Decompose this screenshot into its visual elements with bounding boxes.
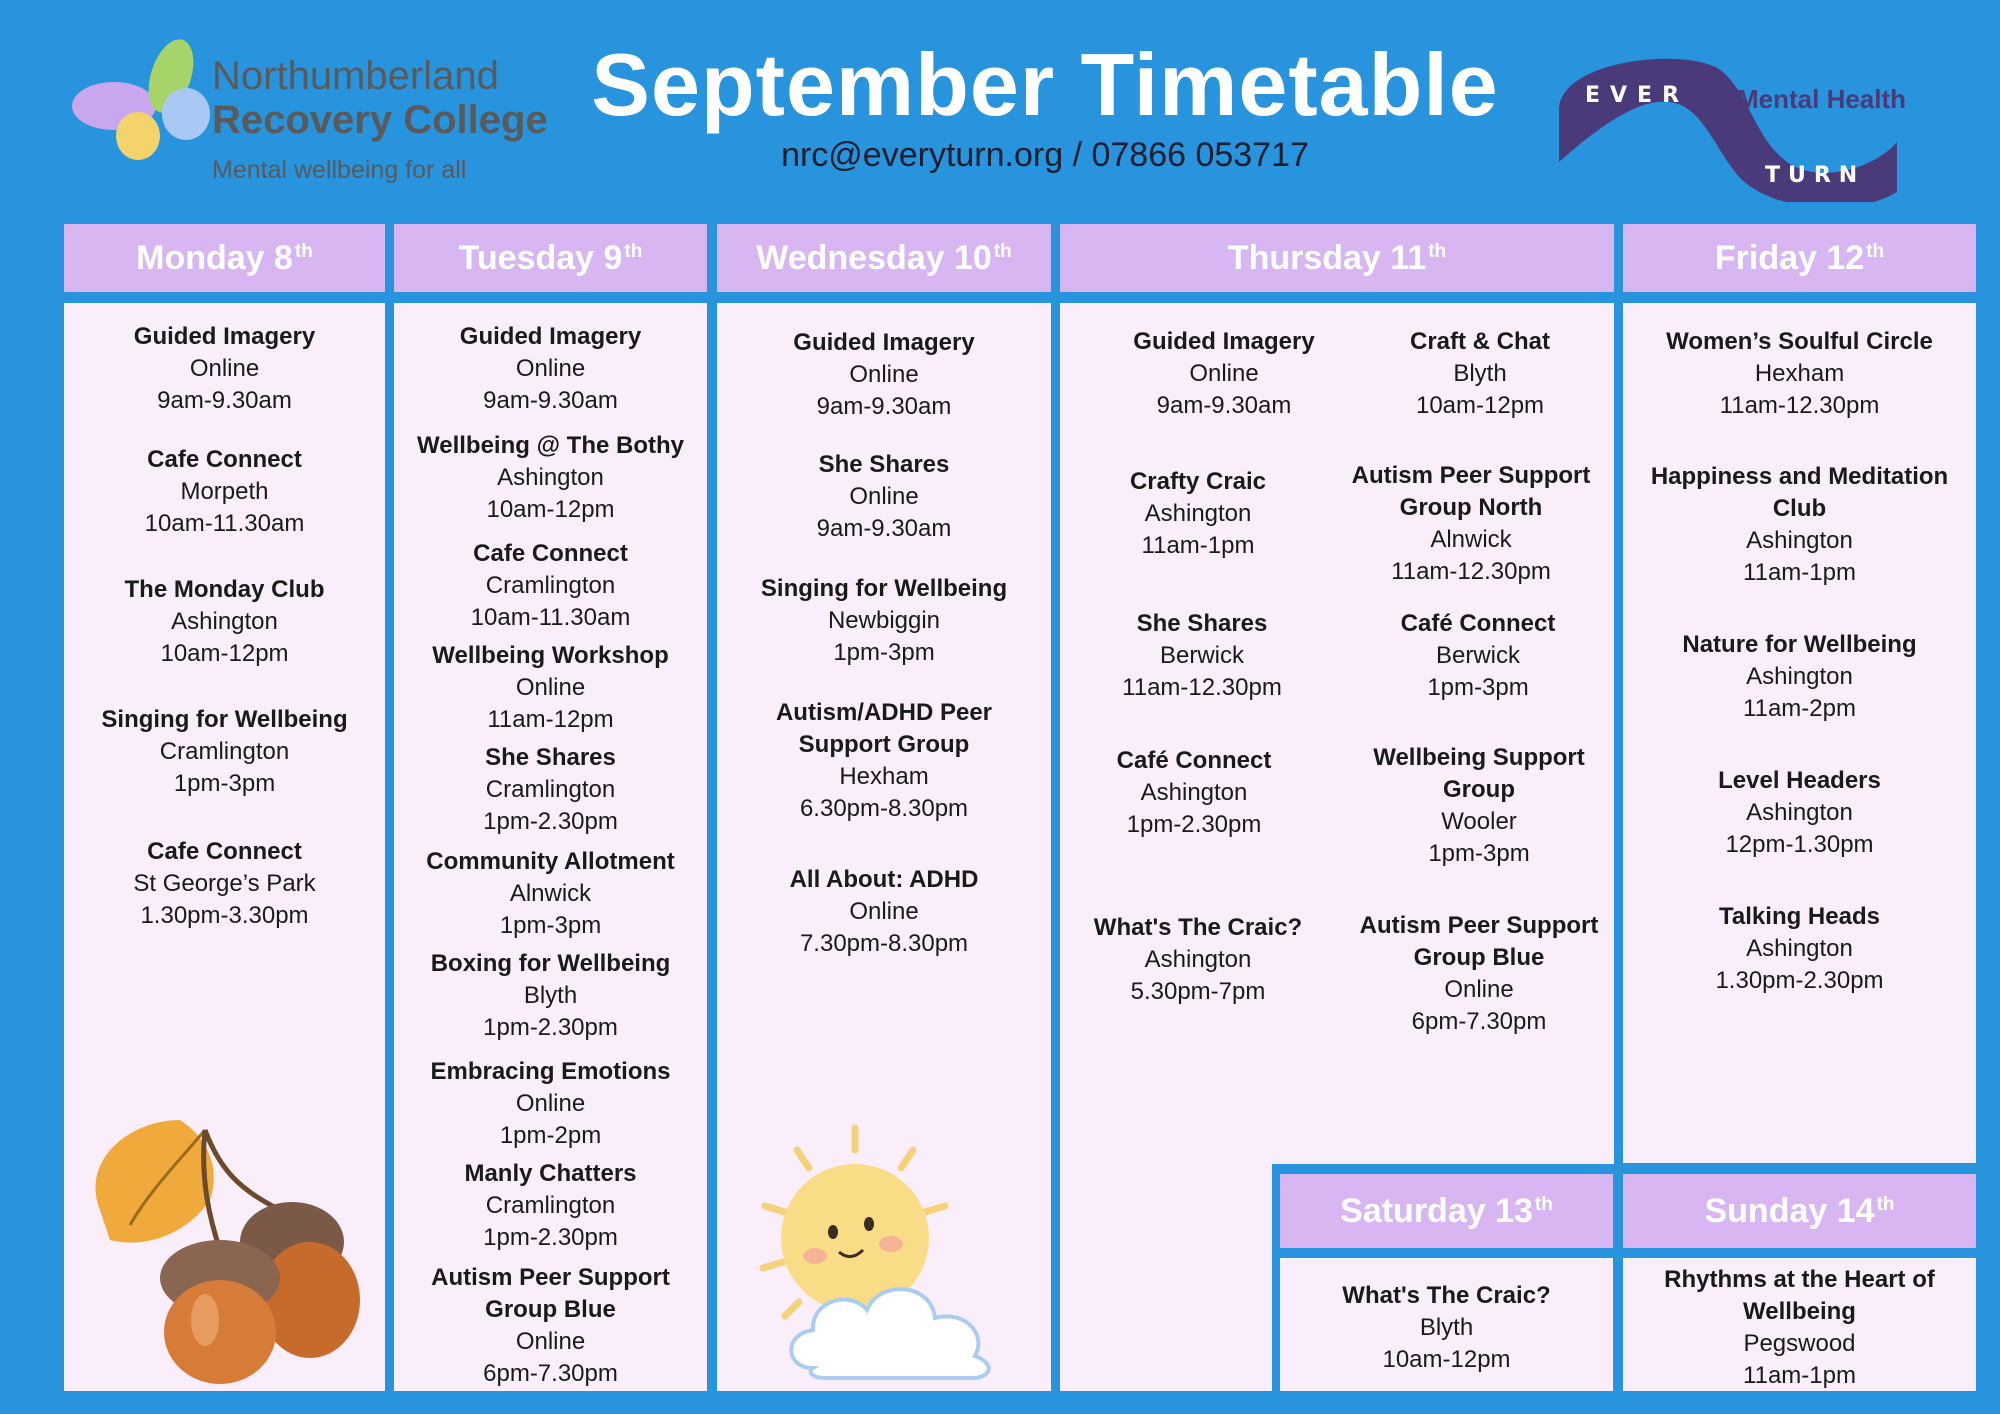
svg-text:EVER: EVER	[1585, 83, 1690, 108]
event-name: She Shares	[1136, 610, 1268, 637]
event-time: 11am-12.30pm	[1719, 392, 1880, 419]
event-block	[1044, 745, 1344, 841]
event-block	[1633, 461, 1966, 589]
event-block	[414, 1262, 687, 1390]
event-name: All About: ADHD	[789, 866, 979, 893]
event-location: Newbiggin	[827, 607, 941, 634]
event-location: Ashington	[1746, 799, 1853, 826]
event-time: 11am-2pm	[1743, 695, 1856, 722]
event-location: Cramlington	[159, 738, 290, 765]
event-location: Ashington	[1746, 663, 1853, 690]
event-name: Nature for Wellbeing	[1682, 631, 1917, 658]
event-time: 6pm-7.30pm	[483, 1360, 618, 1387]
event-name: Wellbeing Support Group	[1373, 744, 1585, 803]
event-time: 11am-1pm	[1743, 559, 1856, 586]
event-time: 9am-9.30am	[816, 393, 952, 420]
event-block	[1048, 912, 1348, 1008]
event-location: St George’s Park	[133, 870, 316, 897]
event-block	[1052, 608, 1352, 704]
event-time: 1pm-3pm	[833, 639, 935, 666]
day-header-saturday: Saturday 13 $^{th}$	[1280, 1174, 1613, 1248]
sun-cloud-illustration-icon	[735, 1120, 1035, 1380]
event-block	[394, 846, 707, 942]
event-location: Online	[849, 483, 919, 510]
event-location: Cramlington	[485, 572, 616, 599]
event-time: 10am-11.30am	[144, 510, 305, 537]
event-location: Hexham	[1754, 360, 1845, 387]
event-time: 9am-9.30am	[816, 515, 952, 542]
event-name: Autism/ADHD Peer Support Group	[775, 699, 993, 758]
event-location: Pegswood	[1743, 1330, 1856, 1357]
everyturn-logo-icon	[1555, 42, 1935, 202]
event-block	[1623, 765, 1976, 861]
event-time: 9am-9.30am	[483, 387, 618, 414]
event-time: 11am-12pm	[487, 706, 614, 733]
event-block	[394, 1056, 707, 1152]
event-location: Online	[1189, 360, 1259, 387]
event-time: 1pm-2pm	[499, 1122, 602, 1149]
event-block	[64, 444, 385, 540]
event-location: Morpeth	[180, 478, 269, 505]
event-name: Boxing for Wellbeing	[430, 950, 671, 977]
event-location: Alnwick	[1430, 526, 1512, 553]
contact-info: nrc@everyturn.org / 07866 053717	[781, 136, 1309, 174]
event-block	[717, 327, 1051, 423]
event-location: Berwick	[1435, 642, 1520, 669]
event-time: 10am-12pm	[160, 640, 289, 667]
event-name: Café Connect	[1116, 747, 1272, 774]
event-name: Embracing Emotions	[430, 1058, 671, 1085]
event-location: Online	[515, 1090, 586, 1117]
svg-text:TURN: TURN	[1765, 163, 1866, 188]
event-name: Cafe Connect	[147, 446, 302, 473]
event-name: Happiness and Meditation Club	[1650, 463, 1949, 522]
event-time: 11am-1pm	[1141, 532, 1255, 559]
event-block	[64, 321, 385, 417]
event-name: What's The Craic?	[1342, 1282, 1551, 1309]
event-name: Wellbeing @ The Bothy	[417, 432, 684, 459]
day-header-thursday: Thursday 11 $^{th}$	[1060, 224, 1614, 292]
event-block	[1354, 742, 1604, 870]
event-location: Wooler	[1441, 808, 1517, 835]
event-location: Online	[189, 355, 260, 382]
event-location: Cramlington	[485, 1192, 616, 1219]
event-time: 10am-12pm	[1382, 1346, 1511, 1373]
event-block	[717, 449, 1051, 545]
event-block	[64, 574, 385, 670]
event-time: 1pm-2.30pm	[483, 808, 618, 835]
everyturn-mental-health-label: Mental Health	[1737, 84, 1907, 114]
event-time: 1.30pm-2.30pm	[1715, 967, 1884, 994]
event-name: Manly Chatters	[464, 1160, 637, 1187]
event-time: 9am-9.30am	[1156, 392, 1292, 419]
event-time: 1pm-2.30pm	[483, 1224, 618, 1251]
event-name: Wellbeing Workshop	[432, 642, 669, 669]
event-time: 12pm-1.30pm	[1725, 831, 1874, 858]
event-block	[1653, 1264, 1946, 1392]
event-time: 11am-12.30pm	[1391, 558, 1551, 585]
event-block	[717, 573, 1051, 669]
event-time: 1pm-2.30pm	[483, 1014, 618, 1041]
event-block	[1328, 608, 1628, 704]
event-location: Ashington	[1144, 500, 1252, 527]
day-header-monday: Monday 8 $^{th}$	[64, 224, 385, 292]
event-time: 1.30pm-3.30pm	[140, 902, 309, 929]
event-time: 10am-11.30am	[470, 604, 631, 631]
event-name: The Monday Club	[124, 576, 325, 603]
event-name: Singing for Wellbeing	[101, 706, 348, 733]
event-time: 9am-9.30am	[157, 387, 292, 414]
event-location: Berwick	[1159, 642, 1244, 669]
event-location: Cramlington	[485, 776, 616, 803]
event-location: Online	[1444, 976, 1514, 1003]
event-time: 1pm-3pm	[173, 770, 276, 797]
event-name: Café Connect	[1400, 610, 1556, 637]
event-name: Guided Imagery	[133, 323, 316, 350]
event-time: 10am-12pm	[1415, 392, 1545, 419]
event-name: What's The Craic?	[1093, 914, 1303, 941]
event-location: Hexham	[839, 763, 929, 790]
event-name: Cafe Connect	[147, 838, 302, 865]
event-time: 7.30pm-8.30pm	[799, 930, 969, 957]
event-name: Level Headers	[1718, 767, 1881, 794]
event-block	[1340, 460, 1602, 588]
event-block	[394, 948, 707, 1044]
event-time: 1pm-2.30pm	[1126, 811, 1262, 838]
event-time: 6pm-7.30pm	[1411, 1008, 1547, 1035]
event-time: 6.30pm-8.30pm	[799, 795, 969, 822]
event-location: Blyth	[523, 982, 578, 1009]
event-name: Talking Heads	[1719, 903, 1880, 930]
page-title: September Timetable	[591, 35, 1499, 134]
day-header-wednesday: Wednesday 10 $^{th}$	[717, 224, 1051, 292]
event-location: Online	[849, 898, 919, 925]
event-block	[1280, 1280, 1613, 1376]
event-block	[394, 538, 707, 634]
event-name: Guided Imagery	[459, 323, 642, 350]
event-name: Women’s Soulful Circle	[1666, 328, 1933, 355]
event-name: Autism Peer Support Group Blue	[431, 1264, 670, 1323]
event-time: 11am-1pm	[1743, 1362, 1856, 1389]
event-time: 1pm-3pm	[1427, 674, 1529, 701]
event-time: 10am-12pm	[486, 496, 615, 523]
event-location: Blyth	[1419, 1314, 1474, 1341]
event-block	[757, 697, 1011, 825]
event-block	[1330, 326, 1630, 422]
event-name: Cafe Connect	[473, 540, 628, 567]
event-name: Rhythms at the Heart of Wellbeing	[1664, 1266, 1935, 1325]
event-time: 11am-12.30pm	[1122, 674, 1282, 701]
nrc-logo-tagline: Mental wellbeing for all	[212, 156, 467, 184]
event-location: Online	[515, 355, 586, 382]
event-location: Online	[515, 674, 586, 701]
event-block	[394, 321, 707, 417]
butterfly-logo-icon	[66, 36, 216, 166]
event-name: Guided Imagery	[1133, 328, 1315, 355]
event-block	[394, 1158, 707, 1254]
event-location: Online	[515, 1328, 586, 1355]
event-block	[1344, 910, 1614, 1038]
event-block	[394, 430, 707, 526]
event-block	[1623, 629, 1976, 725]
event-block	[717, 864, 1051, 960]
acorn-illustration-icon	[70, 1100, 380, 1390]
event-name: Autism Peer Support Group North	[1351, 462, 1591, 521]
day-header-friday: Friday 12 $^{th}$	[1623, 224, 1976, 292]
event-time: 5.30pm-7pm	[1130, 978, 1266, 1005]
event-location: Ashington	[1746, 527, 1853, 554]
event-name: She Shares	[485, 744, 616, 771]
event-location: Ashington	[497, 464, 604, 491]
event-name: Community Allotment	[426, 848, 675, 875]
day-header-tuesday: Tuesday 9 $^{th}$	[394, 224, 707, 292]
event-location: Ashington	[1144, 946, 1252, 973]
event-location: Online	[849, 361, 919, 388]
event-location: Blyth	[1453, 360, 1507, 387]
event-block	[394, 742, 707, 838]
event-location: Ashington	[1140, 779, 1248, 806]
event-block	[1623, 326, 1976, 422]
event-time: 1pm-3pm	[499, 912, 602, 939]
day-header-sunday: Sunday 14 $^{th}$	[1623, 1174, 1976, 1248]
event-block	[1048, 466, 1348, 562]
event-name: Crafty Craic	[1129, 468, 1267, 495]
event-block	[1623, 901, 1976, 997]
event-location: Ashington	[171, 608, 278, 635]
event-name: Autism Peer Support Group Blue	[1359, 912, 1599, 971]
nrc-logo-line2: Recovery College	[212, 98, 548, 142]
event-name: Guided Imagery	[793, 329, 975, 356]
event-block	[64, 836, 385, 932]
event-name: Singing for Wellbeing	[760, 575, 1008, 602]
event-block	[1074, 326, 1374, 422]
event-time: 1pm-3pm	[1428, 840, 1530, 867]
event-name: Craft & Chat	[1409, 328, 1550, 355]
event-block	[394, 640, 707, 736]
event-location: Ashington	[1746, 935, 1853, 962]
event-block	[64, 704, 385, 800]
event-name: She Shares	[818, 451, 950, 478]
column-friday	[1623, 303, 1976, 1163]
nrc-logo-line1: Northumberland	[212, 54, 499, 98]
event-location: Alnwick	[509, 880, 592, 907]
